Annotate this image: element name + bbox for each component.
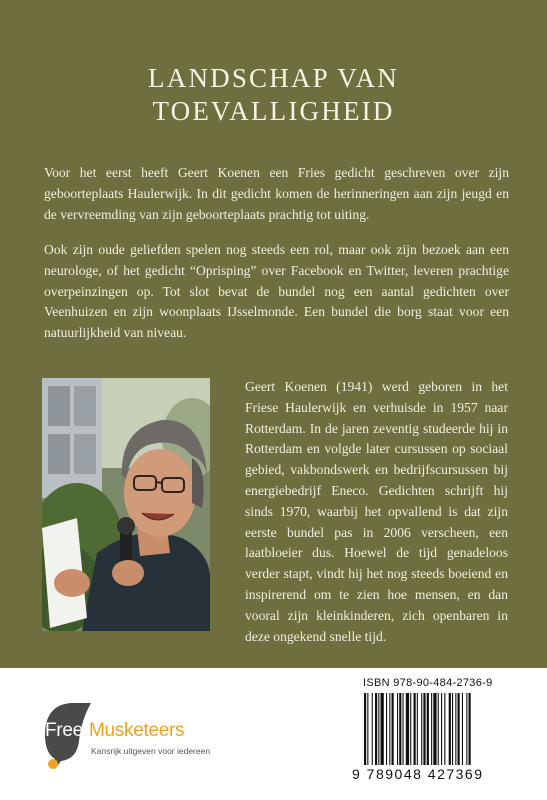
blurb-paragraph-2: Ook zijn oude geliefden spelen nog steeds een rol, maar ook zijn bezoek aan een neurologe, of het gedicht “Oprisping” over Facebook en Twitter, leveren prachtige overpeinzingen op. Tot slot bevat de bundel nog een aantal gedichten over Veenhuizen en zijn woonplaats IJsselmonde. Een bundel die borg staat voor een natuurlijkheid van niveau. [44,242,509,341]
blurb-paragraph-1: Voor het eerst heeft Geert Koenen een Fries gedicht geschreven over zijn geboorteplaats Haulerwijk. In dit gedicht komen de herinneringen aan zijn jeugd en de vervreemding van zijn geboorteplaats prachtig tot uiting. [44,165,509,222]
title-line-2: TOEVALLIGHEID [152,96,395,126]
logo-free-text: Free [45,720,83,741]
author-bio: Geert Koenen (1941) werd geboren in het Friese Haulerwijk en verhuisde in 1957 naar Rotterdam. In de jaren zeventig studeerde hij in Rotterdam en volgde later cursussen op sociaal gebied, vakbondswerk en bedrijfscursussen bij energiebedrijf Eneco. Gedichten schrijft hij sinds 1970, waarbij het opvallend is dat zijn eerste bundel pas in 2006 verscheen, een laatbloeier dus. Hoewel de tijd genadeloos verder stapt, vindt hij het nog steeds boeiend en inspirerend om te zien hoe mensen, en dan vooral zijn kleinkinderen, zich openbaren in deze ongekend snelle tijd. [245,379,508,644]
isbn-barcode [362,693,510,771]
book-title [0,62,547,128]
author-photo-illustration [42,378,210,631]
logo-musketeers-text: Musketeers [89,720,185,741]
author-photo [42,378,210,631]
publisher-tagline: Kansrijk uitgeven voor iedereen [91,746,211,756]
isbn-label: ISBN 978-90-484-2736-9 [363,677,493,689]
barcode-digits: 9 789048 427369 [352,766,484,782]
title-line-1: LANDSCHAP VAN [148,63,399,93]
